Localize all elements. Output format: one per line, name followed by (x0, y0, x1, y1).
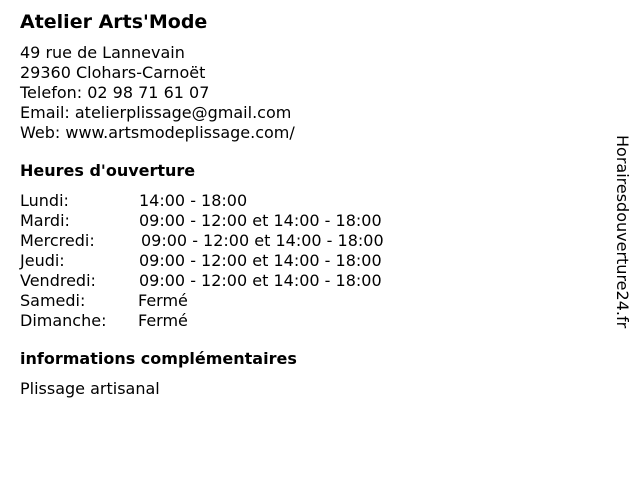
day-hours: 09:00 - 12:00 et 14:00 - 18:00 (141, 231, 384, 250)
day-label: Vendredi: (20, 271, 96, 290)
day-label: Mercredi: (20, 231, 95, 250)
day-hours: 09:00 - 12:00 et 14:00 - 18:00 (139, 271, 382, 290)
day-label: Lundi: (20, 191, 69, 210)
hours-row-vendredi (20, 271, 600, 291)
business-name: Atelier Arts'Mode (20, 11, 208, 33)
additional-info-title: informations complémentaires (20, 349, 297, 368)
hours-row-samedi (20, 291, 600, 311)
contact-block (20, 43, 600, 143)
hours-row-jeudi (20, 251, 600, 271)
day-hours: Fermé (138, 311, 188, 330)
additional-info-text: Plissage artisanal (20, 379, 160, 398)
hours-row-mercredi (20, 231, 600, 251)
day-hours: 14:00 - 18:00 (139, 191, 248, 210)
opening-hours-title: Heures d'ouverture (20, 161, 196, 180)
address-city: 29360 Clohars-Carnoët (20, 63, 206, 82)
day-hours: Fermé (138, 291, 188, 310)
day-hours: 09:00 - 12:00 et 14:00 - 18:00 (139, 251, 382, 270)
hours-row-dimanche (20, 311, 600, 331)
address-street: 49 rue de Lannevain (20, 43, 185, 62)
opening-hours-table (20, 191, 600, 331)
site-watermark: Horairesdouverture24.fr (613, 135, 632, 329)
email-address: Email: atelierplissage@gmail.com (20, 103, 292, 122)
day-label: Mardi: (20, 211, 70, 230)
website-url: Web: www.artsmodeplissage.com/ (20, 123, 295, 142)
business-card (20, 10, 600, 399)
day-label: Dimanche: (20, 311, 107, 330)
phone-number: Telefon: 02 98 71 61 07 (20, 83, 210, 102)
hours-row-mardi (20, 211, 600, 231)
day-label: Samedi: (20, 291, 86, 310)
hours-row-lundi (20, 191, 600, 211)
day-label: Jeudi: (20, 251, 65, 270)
day-hours: 09:00 - 12:00 et 14:00 - 18:00 (139, 211, 382, 230)
